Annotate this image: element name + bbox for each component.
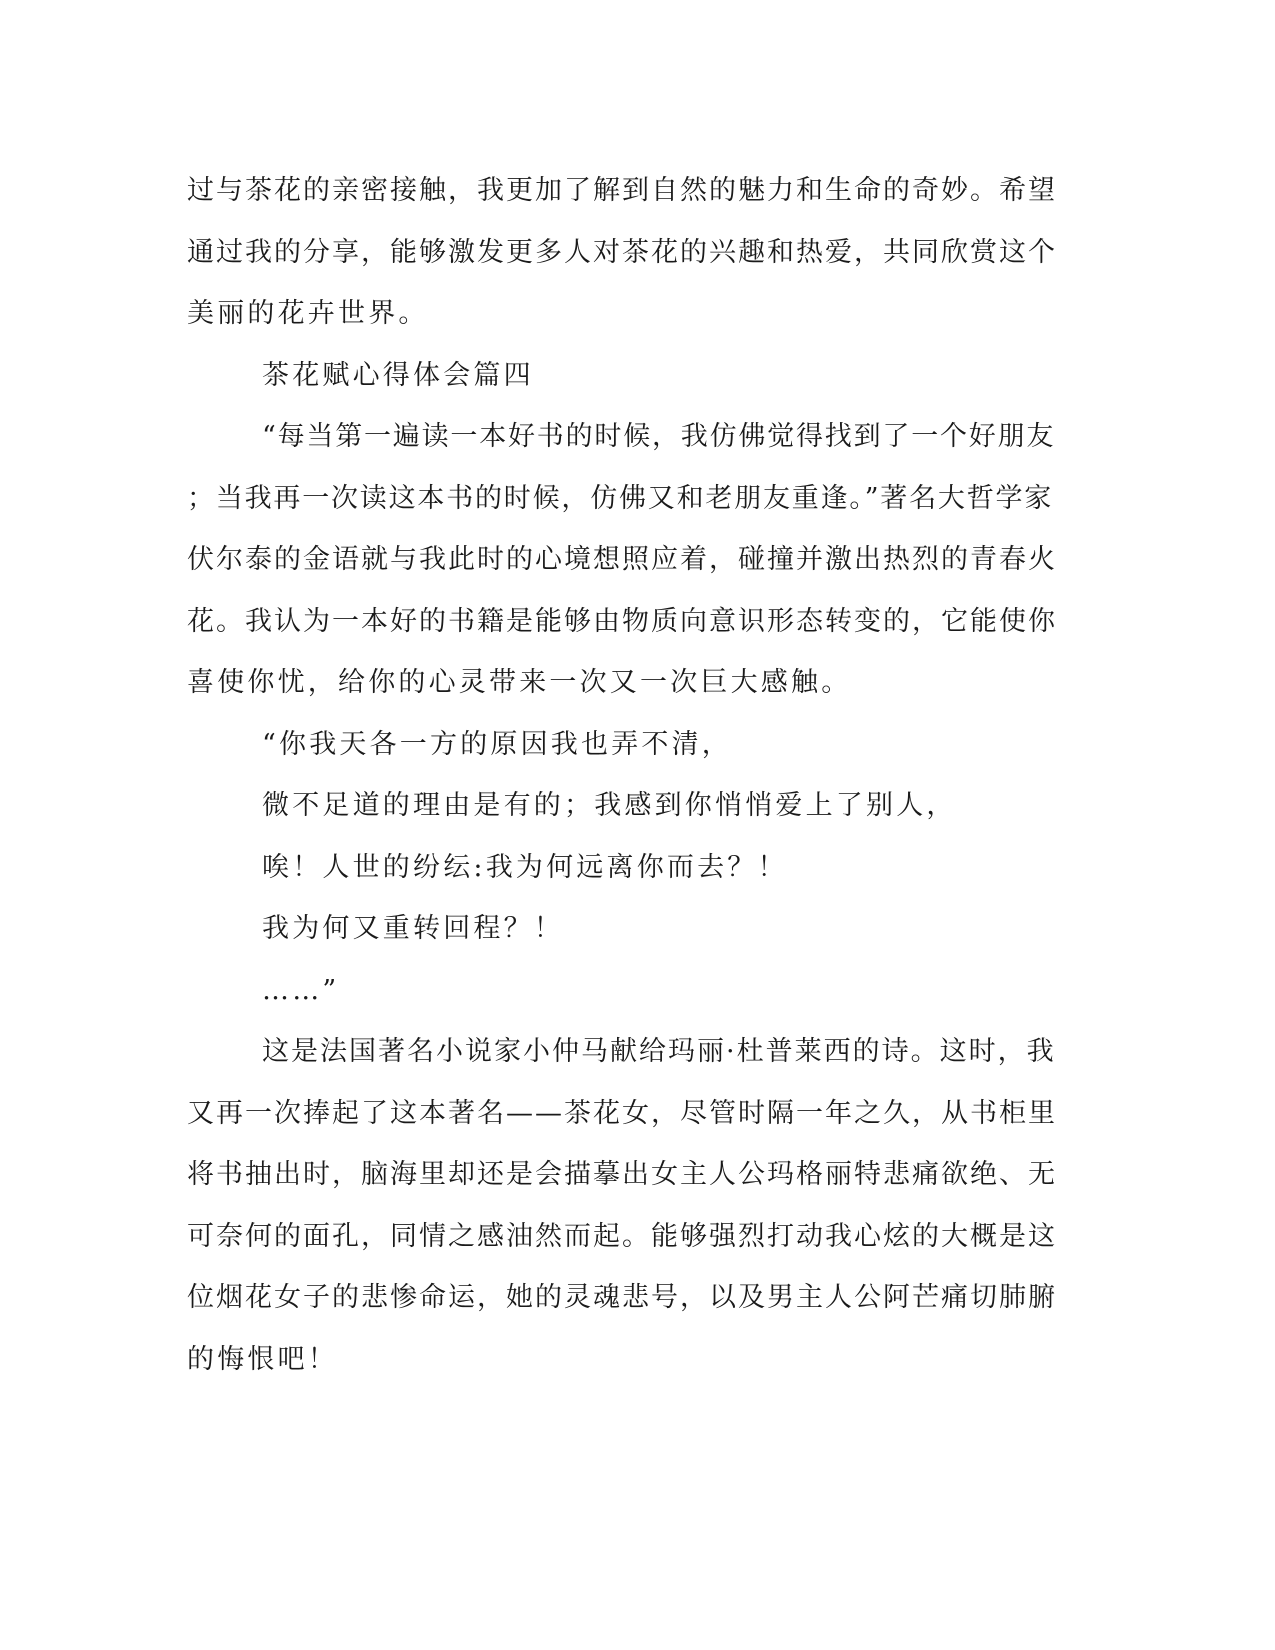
text-line-20: 的悔恨吧！ (187, 1343, 338, 1375)
text-line-18: 可奈何的面孔，同情之感油然而起。能够强烈打动我心炫的大概是这 (187, 1220, 1057, 1252)
text-line-8: 花。我认为一本好的书籍是能够由物质向意识形态转变的，它能使你 (187, 605, 1057, 637)
poem-line-3: 唉！人世的纷纭:我为何远离你而去？！ (262, 851, 788, 883)
text-line-1: 过与茶花的亲密接触，我更加了解到自然的魅力和生命的奇妙。希望 (187, 175, 1057, 206)
section-heading: 茶花赋心得体会篇四 (262, 359, 534, 391)
text-line-15: 这是法国著名小说家小仲马献给玛丽·杜普莱西的诗。这时，我 (262, 1036, 1056, 1067)
text-line-16: 又再一次捧起了这本著名——茶花女，尽管时隔一年之久，从书柜里 (187, 1097, 1057, 1129)
text-line-7: 伏尔泰的金语就与我此时的心境想照应着，碰撞并激出热烈的青春火 (187, 544, 1057, 575)
text-line-3: 美丽的花卉世界。 (187, 298, 429, 329)
text-line-17: 将书抽出时，脑海里却还是会描摹出女主人公玛格丽特悲痛欲绝、无 (187, 1159, 1057, 1190)
text-line-6: ；当我再一次读这本书的时候，仿佛又和老朋友重逢。”著名大哲学家 (187, 482, 1054, 514)
document-body (187, 160, 1057, 1390)
poem-line-1: “你我天各一方的原因我也弄不清， (262, 728, 733, 760)
text-line-5: “每当第一遍读一本好书的时候，我仿佛觉得找到了一个好朋友 (262, 421, 1056, 452)
poem-line-4: 我为何又重转回程？！ (262, 913, 564, 944)
text-line-2: 通过我的分享，能够激发更多人对茶花的兴趣和热爱，共同欣赏这个 (187, 236, 1057, 268)
text-line-9: 喜使你忧，给你的心灵带来一次又一次巨大感触。 (187, 667, 852, 698)
poem-line-2: 微不足道的理由是有的；我感到你悄悄爱上了别人， (262, 790, 957, 821)
poem-ellipsis: ……” (262, 974, 340, 1006)
text-line-19: 位烟花女子的悲惨命运，她的灵魂悲号，以及男主人公阿芒痛切肺腑 (187, 1282, 1057, 1313)
